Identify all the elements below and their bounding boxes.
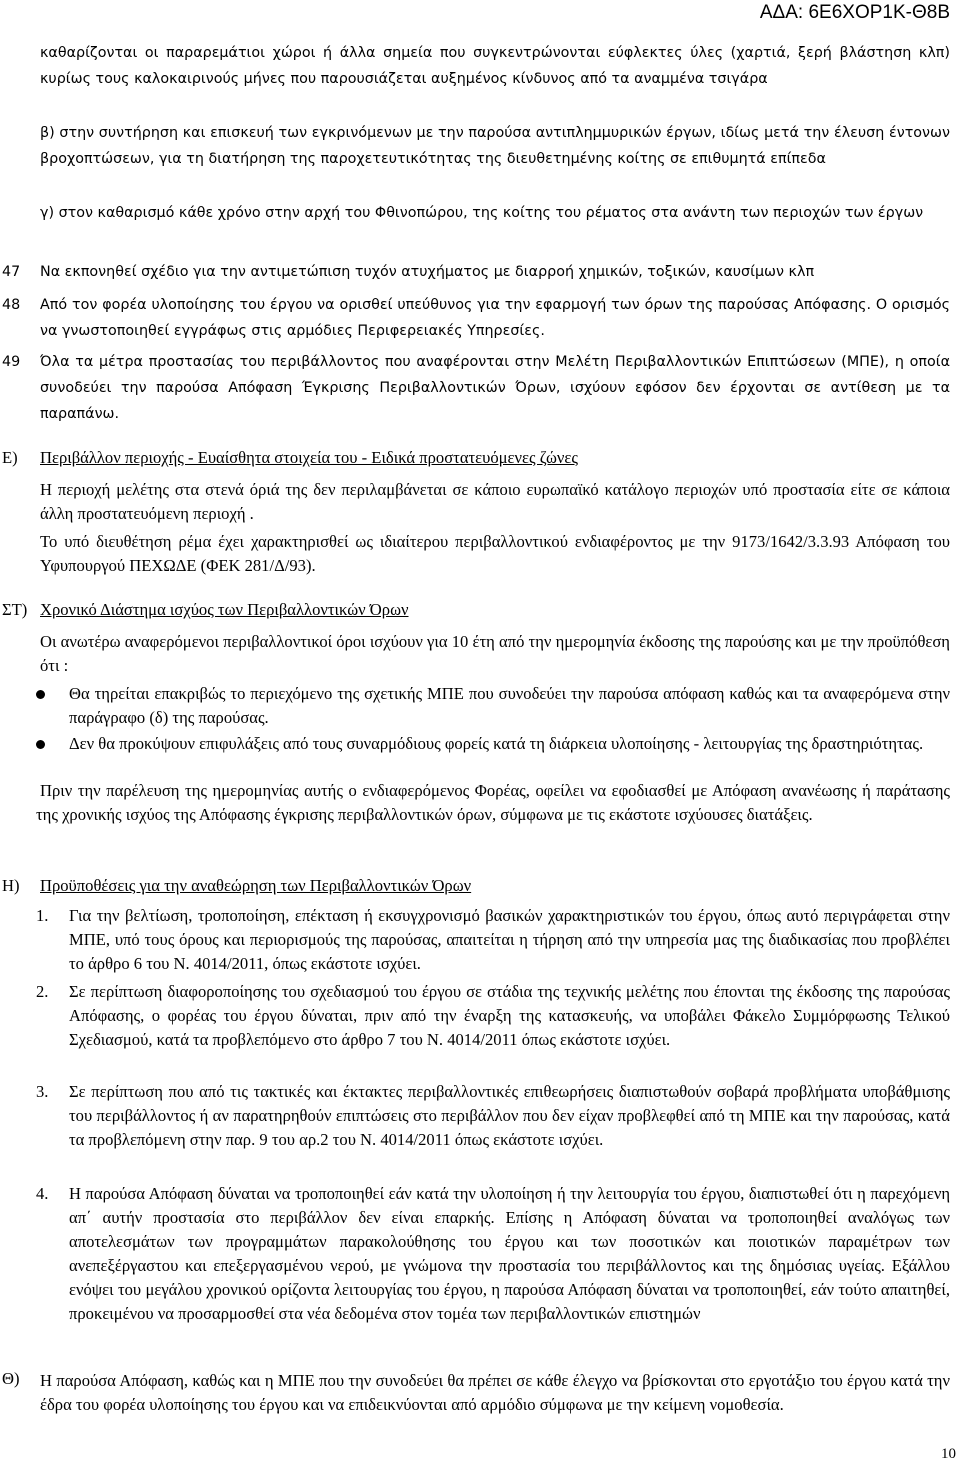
item-text: Από τον φορέα υλοποίησης του έργου να ορισθεί υπεύθυνος για την εφαρμογή των όρων της παρούσας Απόφασης. Ο ορισμός να γνωστοποιηθεί εγγράφως στις αρμόδιες Περιφερειακές Υπηρεσίες. (40, 297, 950, 339)
list-item: Για την βελτίωση, τροποποίηση, επέκταση ή εκσυγχρονισμό βασικών χαρακτηριστικών του έργου, όπως αυτό περιγράφεται στην ΜΠΕ, υπό τους όρους και περιορισμούς της παρούσας, απαιτείται η τήρηση από την υπηρεσία μας της διαδικασίας που προβλέπει το άρθρο 6 του Ν. 4014/2011, όπως εκάστοτε ισχύει. (69, 906, 950, 973)
section-title: Προϋποθέσεις για την αναθεώρηση των Περιβαλλοντικών Όρων (40, 876, 472, 895)
bullet-icon (36, 690, 45, 699)
page-number: 10 (941, 1446, 956, 1462)
item-text: Να εκπονηθεί σχέδιο για την αντιμετώπιση τυχόν ατυχήματος με διαρροή χημικών, τοξικών, καυσίμων κλπ (40, 264, 815, 280)
item-number: 47 (2, 264, 21, 280)
item-text: Όλα τα μέτρα προστασίας του περιβάλλοντος που αναφέρονται στην Μελέτη Περιβαλλοντικών Επιπτώσεων (ΜΠΕ), η οποία συνοδεύει την παρούσα Απόφαση Έγκρισης Περιβαλλοντικών Όρων, ισχύουν εφόσον δεν έρχονται σε αντίθεση με τα παραπάνω. (40, 354, 950, 422)
paragraph-gamma: γ) στον καθαρισμό κάθε χρόνο στην αρχή του Φθινοπώρου, της κοίτης του ρέματος στα ανάντη των περιοχών των έργων (40, 205, 924, 221)
section-letter: Ε) (2, 448, 18, 467)
section-letter: Θ) (2, 1369, 20, 1388)
list-item: Σε περίπτωση διαφοροποίησης του σχεδιασμού του έργου σε στάδια της τεχνικής μελέτης που έπονται της έκδοσης της παρούσας Απόφασης, ο φορέας του έργου δύναται, πριν από την έναρξη της κατασκευής, να υποβάλει Φάκελο Συμμόρφωσης Τελικού Σχεδιασμού, κατά τα προβλεπόμενο στο άρθρο 7 του Ν. 4014/2011 όπως εκάστοτε ισχύει. (69, 982, 950, 1049)
list-number: 3. (36, 1082, 49, 1101)
list-item: Η παρούσα Απόφαση δύναται να τροποποιηθεί εάν κατά την υλοποίηση ή την λειτουργία του έργου, διαπιστωθεί ότι η παρεχόμενη απ΄ αυτήν προστασία στο περιβάλλον δεν είναι επαρκής. Επίσης η Απόφαση δύναται να τροποποιηθεί αναλόγως των αποτελεσμάτων των προγραμμάτων παρακολούθησης του έργου και των ποσοτικών και ποιοτικών παραμέτρων των ανεπεξέργαστου και επεξεργασμένου νερού, με γνώμονα την προστασία του περιβάλλοντος και της δημόσιας υγείας. Εξάλλου ενόψει του μεγάλου χρονικού ορίζοντα λειτουργίας του έργου, η παρούσα Απόφαση δύναται να τροποποιηθεί, εάν τούτο απαιτηθεί, προκειμένου να προσαρμοσθεί στα νέα δεδομένα στον τομέα των περιβαλλοντικών επιστημών (69, 1184, 950, 1323)
item-number: 48 (2, 297, 21, 313)
list-number: 4. (36, 1184, 49, 1203)
list-number: 1. (36, 906, 49, 925)
list-item: Δεν θα προκύψουν επιφυλάξεις από τους συναρμόδιους φορείς κατά τη διάρκεια υλοποίησης - λειτουργίας της δραστηριότητας. (69, 734, 924, 753)
paragraph: Πριν την παρέλευση της ημερομηνίας αυτής ο ενδιαφερόμενος Φορέας, οφείλει να εφοδιασθεί με Απόφαση ανανέωσης ή παράτασης της χρονικής ισχύος της Απόφασης έγκρισης περιβαλλοντικών όρων, σύμφωνα με τις εκάστοτε ισχύουσες διατάξεις. (36, 781, 950, 824)
paragraph-beta: β) στην συντήρηση και επισκευή των εγκρινόμενων με την παρούσα αντιπλημμυρικών έργων, ιδίως μετά την έλευση έντονων βροχοπτώσεων, για τη διατήρηση της παροχετευτικότητας της διευθετημένης κοίτης σε επιθυμητά επίπεδα (40, 125, 950, 167)
list-item: Θα τηρείται επακριβώς το περιεχόμενο της σχετικής ΜΠΕ που συνοδεύει την παρούσα απόφαση καθώς και τα αναφερόμενα στην παράγραφο (δ) της παρούσας. (69, 684, 950, 727)
paragraph: Η παρούσα Απόφαση, καθώς και η ΜΠΕ που την συνοδεύει θα πρέπει σε κάθε έλεγχο να βρίσκονται στο εργοτάξιο του έργου κατά την έδρα του φορέα υλοποίησης του έργου και να επιδεικνύονται από αρμόδιο σύμφωνα με την κείμενη νομοθεσία. (40, 1371, 950, 1414)
section-title: Περιβάλλον περιοχής - Ευαίσθητα στοιχεία του - Ειδικά προστατευόμενες ζώνες (40, 448, 578, 467)
paragraph: Οι ανωτέρω αναφερόμενοι περιβαλλοντικοί όροι ισχύουν για 10 έτη από την ημερομηνία έκδοσης της παρούσης και με την προϋπόθεση ότι : (40, 632, 950, 675)
paragraph: Το υπό διευθέτηση ρέμα έχει χαρακτηρισθεί ως ιδιαίτερου περιβαλλοντικού ενδιαφέροντος με την 9173/1642/3.3.93 Απόφαση του Υφυπουργού ΠΕΧΩΔΕ (ΦΕΚ 281/Δ/93). (40, 532, 950, 575)
section-letter: Η) (2, 876, 20, 895)
continuation-paragraph: καθαρίζονται οι παραρεμάτιοι χώροι ή άλλα σημεία που συγκεντρώνονται εύφλεκτες ύλες (χαρτιά, ξερή βλάστηση κλπ) κυρίως τους καλοκαιρινούς μήνες που παρουσιάζεται αυξημένος κίνδυνος από τα αναμμένα τσιγάρα (40, 45, 950, 87)
paragraph: Η περιοχή μελέτης στα στενά όριά της δεν περιλαμβάνεται σε κάποιο ευρωπαϊκό κατάλογο περιοχών υπό προστασία είτε σε κάποια άλλη προστατευόμενη περιοχή . (40, 480, 950, 523)
item-number: 49 (2, 354, 21, 370)
list-item: Σε περίπτωση που από τις τακτικές και έκτακτες περιβαλλοντικές επιθεωρήσεις διαπιστωθούν σοβαρά προβλήματα υποβάθμισης του περιβάλλοντος ή αν παρατηρηθούν επιπτώσεις στο περιβάλλον που δεν είχαν προβλεφθεί από τη ΜΠΕ και την παρούσας, κατά τα προβλεπόμενη στην παρ. 9 του αρ.2 του Ν. 4014/2011 όπως εκάστοτε ισχύει. (69, 1082, 950, 1149)
section-letter: ΣΤ) (2, 600, 28, 619)
section-title: Χρονικό Διάστημα ισχύος των Περιβαλλοντικών Όρων (40, 600, 409, 619)
bullet-icon (36, 740, 45, 749)
ada-header: ΑΔΑ: 6Ε6ΧΟΡ1Κ-Θ8Β (759, 2, 950, 23)
list-number: 2. (36, 982, 49, 1001)
